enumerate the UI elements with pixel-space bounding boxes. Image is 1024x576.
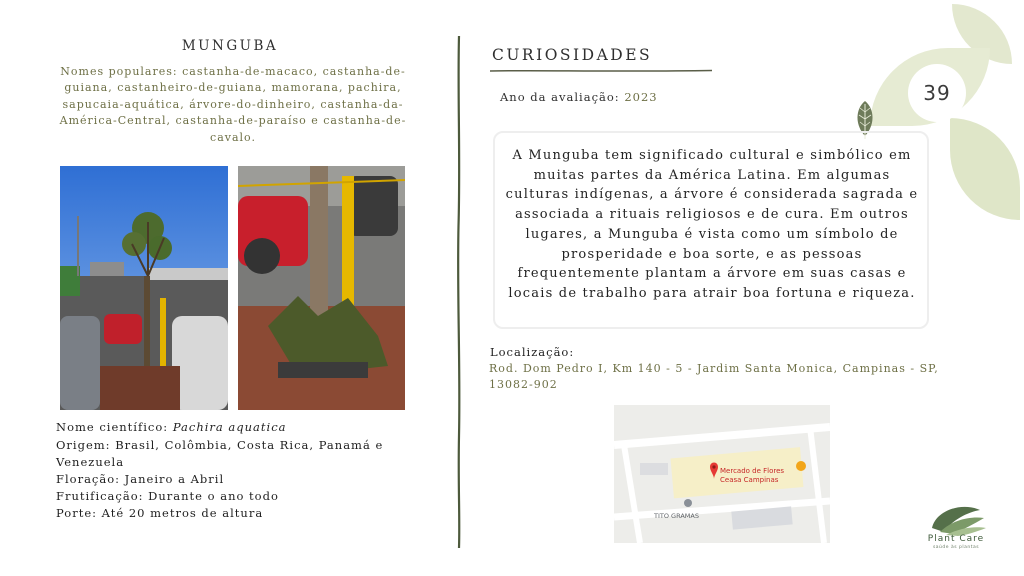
curiosities-heading: CURIOSIDADES [492,46,653,64]
evaluation-year-value: 2023 [624,90,658,104]
brand-tagline: saúde às plantas [932,545,980,550]
scientific-name: Nome científico: Pachira aquatica [56,420,287,434]
decorative-leaf-bottom [950,118,1020,220]
evaluation-year: Ano da avaliação: 2023 [500,90,658,104]
location-label: Localização: [490,345,575,359]
map-place-line1: Mercado de Flores [720,467,785,475]
heading-underline [490,68,712,74]
location-map[interactable] [614,405,830,543]
tree-photo-2 [238,166,405,410]
curiosities-text: A Munguba tem significado cultural e simbólico em muitas partes da América Latina. Em algumas culturas indígenas, a árvore é considerada sagrada e associada a rituais religiosos e de cura. Em outros lugares, a Munguba é vista como um símbolo de prosperidade e boa sorte, e as pessoas frequentemente plantam a árvore em suas casas e locais de trabalho para atrair boa fortuna e riqueza. [505,148,919,301]
size: Porte: Até 20 metros de altura [56,506,264,520]
tree-name-heading: MUNGUBA [181,38,279,54]
flowering: Floração: Janeiro a Abril [56,472,225,486]
origin: Origem: Brasil, Colômbia, Costa Rica, Panamá e Venezuela [56,438,384,469]
tree-facts [56,419,416,522]
column-divider [456,36,462,548]
scientific-name-value: Pachira aquatica [172,420,287,434]
brand-name: Plant Care [927,534,985,544]
page-number: 39 [908,64,966,122]
map-place-line2: Ceasa Campinas [720,476,779,484]
popular-names: Nomes populares: castanha-de-macaco, castanha-de-guiana, castanheiro-de-guiana, mamorana, pachira, sapucaia-aquática, árvore-do-dinheiro, castanha-da-América-Central, castanha-de-paraíso e castanha-de-cavalo. [59,65,407,144]
fruiting: Frutificação: Durante o ano todo [56,489,279,503]
tree-photo-1 [60,166,228,410]
map-poi-label: TITO GRAMAS [654,512,699,520]
location-address: Rod. Dom Pedro I, Km 140 - 5 - Jardim Santa Monica, Campinas - SP, 13082-902 [489,362,939,391]
